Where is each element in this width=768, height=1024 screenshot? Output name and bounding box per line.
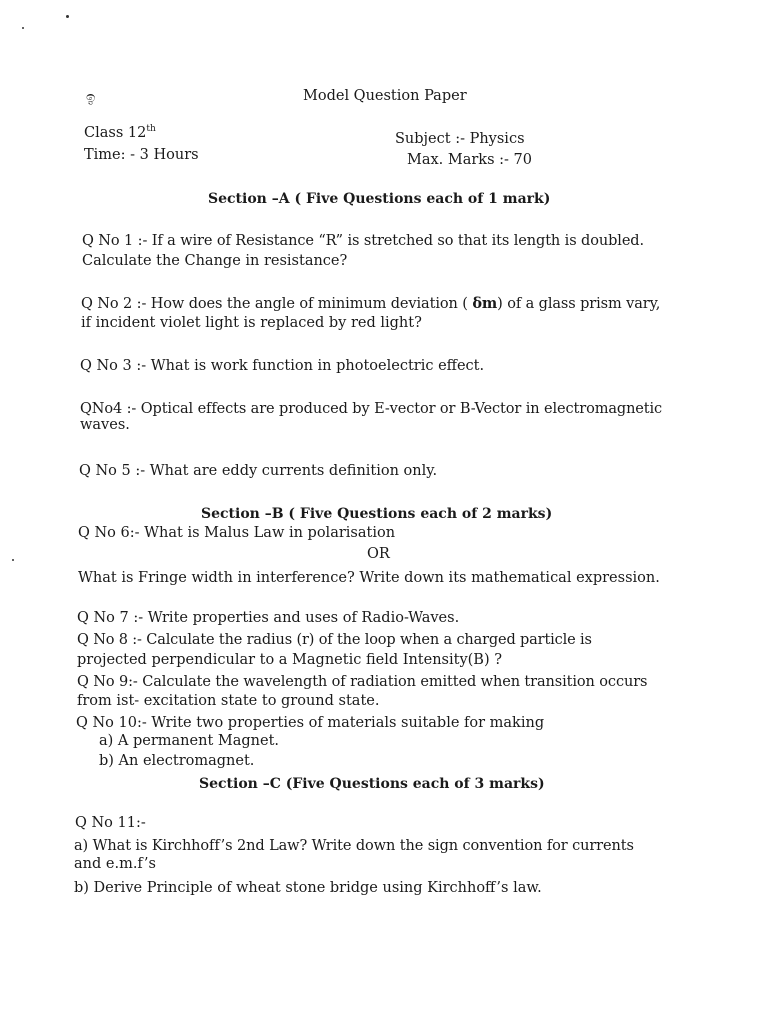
time-info: Time: - 3 Hours bbox=[84, 147, 199, 163]
q9-line1: Q No 9:- Calculate the wavelength of radiation emitted when transition occurs bbox=[77, 674, 648, 690]
q8-line1: Q No 8 :- Calculate the radius (r) of the loop when a charged particle is bbox=[77, 632, 592, 648]
q2-text-post: ) of a glass prism vary, bbox=[497, 296, 661, 312]
scan-speck bbox=[22, 27, 24, 29]
scan-speck bbox=[66, 15, 69, 18]
class-label: Class 12 bbox=[84, 124, 147, 141]
q10-line: Q No 10:- Write two properties of materials suitable for making bbox=[76, 715, 545, 731]
q6-alternative: What is Fringe width in interference? Write down its mathematical expression. bbox=[78, 570, 660, 586]
max-marks-info: Max. Marks :- 70 bbox=[407, 152, 532, 168]
min-deviation-symbol: δm bbox=[472, 295, 498, 312]
q11-part-b: b) Derive Principle of wheat stone bridge using Kirchhoff’s law. bbox=[74, 880, 542, 896]
scan-speck bbox=[12, 559, 14, 561]
class-info bbox=[84, 124, 156, 141]
section-c-heading: Section –C (Five Questions each of 3 marks) bbox=[199, 776, 545, 792]
q3-line1: Q No 3 :- What is work function in photoelectric effect. bbox=[80, 358, 485, 374]
section-b-heading: Section –B ( Five Questions each of 2 marks) bbox=[201, 506, 553, 522]
q7-line: Q No 7 :- Write properties and uses of Radio-Waves. bbox=[77, 610, 460, 626]
q6-or: OR bbox=[367, 546, 390, 562]
q8-line2: projected perpendicular to a Magnetic field Intensity(B) ? bbox=[77, 652, 502, 668]
class-superscript: th bbox=[146, 124, 156, 134]
section-a-heading: Section –A ( Five Questions each of 1 mark) bbox=[208, 191, 551, 207]
subject-info: Subject :- Physics bbox=[395, 131, 525, 147]
q11-label: Q No 11:- bbox=[75, 815, 146, 831]
q11-part-a-line2: and e.m.f’s bbox=[74, 856, 156, 872]
q4-line1: QNo4 :- Optical effects are produced by E-vector or B-Vector in electromagnetic bbox=[80, 401, 663, 417]
q1-line2: Calculate the Change in resistance? bbox=[82, 253, 348, 269]
page-title: Model Question Paper bbox=[303, 88, 467, 104]
q4-line2: waves. bbox=[80, 417, 130, 433]
q1-line1: Q No 1 :- If a wire of Resistance “R” is stretched so that its length is doubled. bbox=[82, 233, 644, 249]
q10-option-a: a) A permanent Magnet. bbox=[99, 733, 280, 749]
q2-line1 bbox=[81, 295, 660, 312]
q2-text-pre: Q No 2 :- How does the angle of minimum deviation ( bbox=[81, 296, 473, 312]
q2-line2: if incident violet light is replaced by red light? bbox=[81, 315, 422, 331]
q5-line1: Q No 5 :- What are eddy currents definition only. bbox=[79, 463, 438, 479]
q10-option-b: b) An electromagnet. bbox=[99, 753, 255, 769]
q9-line2: from ist- excitation state to ground state. bbox=[77, 693, 380, 709]
q11-part-a-line1: a) What is Kirchhoff’s 2nd Law? Write down the sign convention for currents bbox=[74, 838, 634, 854]
q6-line: Q No 6:- What is Malus Law in polarisation bbox=[78, 525, 396, 541]
page-number-mark: ඉ bbox=[86, 88, 96, 106]
